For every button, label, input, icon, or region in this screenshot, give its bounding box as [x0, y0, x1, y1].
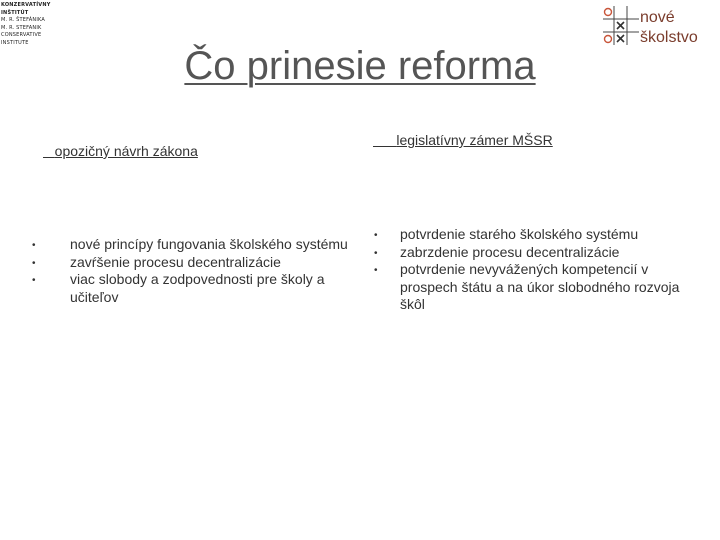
logo-line: INSTITUTE [1, 39, 29, 46]
logo-line: CONSERVATIVE [1, 32, 42, 38]
list-item [374, 226, 700, 244]
bullet-icon: • [374, 247, 378, 259]
logo-line: M. R. STEFANIK [1, 24, 42, 31]
tic-tac-toe-icon [602, 5, 710, 47]
list-item-text: zabrzdenie procesu decentralizácie [400, 243, 620, 260]
bullet-icon: • [374, 265, 378, 276]
left-column-heading [43, 143, 198, 159]
logo-line: M. R. ŠTEFÁNIKA [1, 17, 46, 23]
logo-line: INŠTITÚT [1, 9, 29, 16]
logo-text-bottom: školstvo [640, 29, 698, 46]
logo-text-top: nové [640, 9, 675, 26]
slide-title: Čo prinesie reforma [184, 44, 536, 88]
right-heading-text: legislatívny zámer MŠSR [396, 132, 553, 148]
list-item [32, 253, 355, 272]
logo-line: KONZERVATÍVNY [1, 2, 51, 8]
list-item [374, 261, 700, 314]
list-item [374, 243, 700, 262]
left-heading-text: opozičný návrh zákona [54, 143, 198, 159]
bullet-icon: • [374, 230, 378, 241]
list-item [32, 271, 355, 306]
list-item-text: zavŕšenie procesu decentralizácie [70, 253, 281, 270]
list-item [32, 236, 355, 254]
list-item-text: nové princípy fungovania školského systému [70, 236, 348, 252]
nove-skolstvo-logo [602, 5, 710, 47]
bullet-icon: • [32, 275, 36, 286]
right-bullet-list [374, 226, 700, 314]
list-item-text: viac slobody a zodpovednosti pre školy a učiteľov [70, 271, 325, 305]
list-item-text: potvrdenie nevyvážených kompetencií v prospech štátu a na úkor slobodného rozvoja škôl [400, 261, 680, 312]
left-bullet-list [32, 236, 355, 306]
bullet-icon: • [32, 257, 36, 269]
bullet-icon: • [32, 240, 36, 251]
konzervativny-institut-logo [1, 2, 71, 47]
list-item-text: potvrdenie starého školského systému [400, 226, 639, 242]
right-column-heading [373, 132, 553, 148]
